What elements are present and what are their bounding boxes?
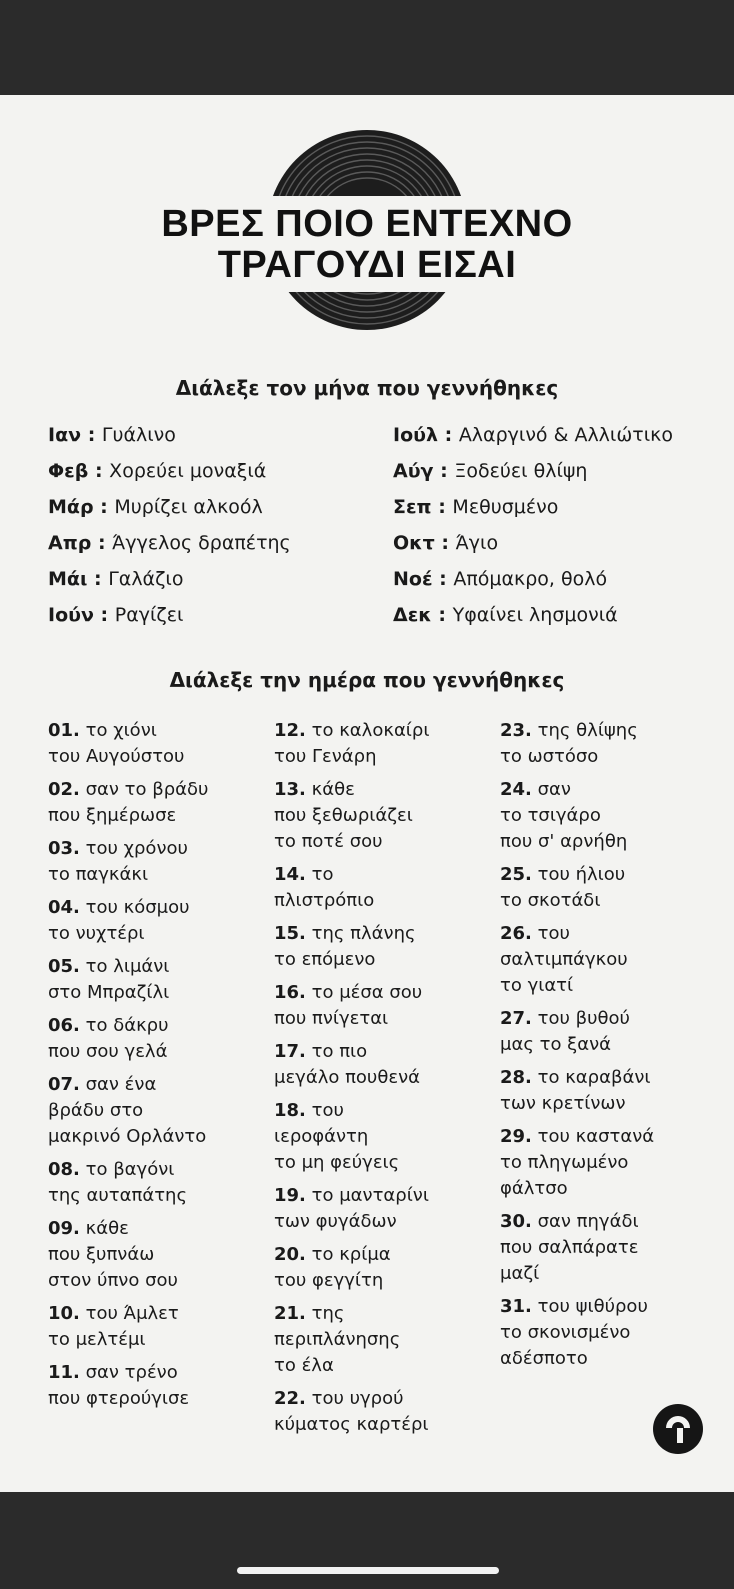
day-number: 30. bbox=[500, 1211, 532, 1232]
day-phrase-line: του bbox=[537, 923, 570, 944]
day-phrase-line: που σαλπάρατε bbox=[500, 1237, 639, 1258]
day-item bbox=[274, 921, 484, 973]
day-item bbox=[274, 1242, 484, 1294]
day-phrase-line: το ποτέ σου bbox=[274, 831, 383, 852]
month-word: Χορεύει μοναξιά bbox=[109, 460, 267, 482]
day-phrase-line: κάθε bbox=[85, 1218, 129, 1239]
day-phrase-line: στο Μπραζίλι bbox=[48, 982, 170, 1003]
day-item bbox=[500, 1209, 720, 1287]
day-item bbox=[500, 862, 720, 914]
month-abbr: Απρ bbox=[48, 532, 92, 554]
day-item bbox=[500, 1006, 720, 1058]
day-phrase-line: του φεγγίτη bbox=[274, 1270, 384, 1291]
day-item bbox=[500, 777, 720, 855]
day-phrase-line: σαν ένα bbox=[85, 1074, 157, 1095]
day-phrase-line: του ψιθύρου bbox=[537, 1296, 648, 1317]
day-phrase-line: που ξεθωριάζει bbox=[274, 805, 413, 826]
brand-logo-icon bbox=[653, 1404, 703, 1454]
day-phrase-line: το νυχτέρι bbox=[48, 923, 145, 944]
day-number: 26. bbox=[500, 923, 532, 944]
day-phrase-line: που φτερούγισε bbox=[48, 1388, 190, 1409]
month-abbr: Ιαν bbox=[48, 424, 82, 446]
day-number: 02. bbox=[48, 779, 80, 800]
day-number: 22. bbox=[274, 1388, 306, 1409]
day-phrase-line: της αυταπάτης bbox=[48, 1185, 188, 1206]
day-heading: Διάλεξε την ημέρα που γεννήθηκες bbox=[169, 668, 565, 692]
day-number: 20. bbox=[274, 1244, 306, 1265]
month-abbr: Μάι bbox=[48, 568, 88, 590]
day-phrase-line: το καλοκαίρι bbox=[311, 720, 430, 741]
day-phrase-line: το τσιγάρο bbox=[500, 805, 601, 826]
day-phrase-line: το ωστόσο bbox=[500, 746, 599, 767]
day-phrase-line: που ξυπνάω bbox=[48, 1244, 155, 1265]
day-phrase-line: του βυθού bbox=[537, 1008, 630, 1029]
day-item bbox=[274, 1098, 484, 1176]
day-phrase-line: σαλτιμπάγκου bbox=[500, 949, 628, 970]
day-number: 09. bbox=[48, 1218, 80, 1239]
day-item bbox=[500, 1294, 720, 1372]
day-column-1 bbox=[48, 718, 258, 1419]
day-phrase-line: της θλίψης bbox=[537, 720, 638, 741]
day-number: 10. bbox=[48, 1303, 80, 1324]
day-phrase-line: του Γενάρη bbox=[274, 746, 377, 767]
day-number: 12. bbox=[274, 720, 306, 741]
day-phrase-line: το χιόνι bbox=[85, 720, 157, 741]
day-phrase-line: το έλα bbox=[274, 1355, 334, 1376]
day-item bbox=[274, 718, 484, 770]
day-item bbox=[274, 980, 484, 1032]
day-phrase-line: σαν πηγάδι bbox=[537, 1211, 639, 1232]
month-abbr: Σεπ bbox=[393, 496, 432, 518]
day-phrase-line: που σου γελά bbox=[48, 1041, 168, 1062]
month-abbr: Δεκ bbox=[393, 604, 432, 626]
month-word: Αλαργινό & Αλλιώτικο bbox=[458, 424, 673, 446]
day-column-2 bbox=[274, 718, 484, 1445]
day-phrase-line: σαν το βράδυ bbox=[85, 779, 209, 800]
day-phrase-line: της bbox=[311, 1303, 345, 1324]
day-number: 17. bbox=[274, 1041, 306, 1062]
month-word: Μεθυσμένο bbox=[452, 496, 559, 518]
day-number: 15. bbox=[274, 923, 306, 944]
day-item bbox=[274, 1183, 484, 1235]
month-abbr: Φεβ bbox=[48, 460, 89, 482]
bottom-bar bbox=[0, 1492, 734, 1589]
day-item bbox=[274, 862, 484, 914]
month-abbr: Μάρ bbox=[48, 496, 94, 518]
month-abbr: Ιούλ bbox=[393, 424, 438, 446]
day-phrase-line: που σ' αρνήθη bbox=[500, 831, 628, 852]
month-row: Σεπ : Μεθυσμένο bbox=[393, 496, 559, 518]
month-word: Γυάλινο bbox=[101, 424, 176, 446]
month-abbr: Νοέ bbox=[393, 568, 433, 590]
day-phrase-line: το σκοτάδι bbox=[500, 890, 601, 911]
day-phrase-line: σαν bbox=[537, 779, 571, 800]
day-number: 06. bbox=[48, 1015, 80, 1036]
month-word: Άγιο bbox=[455, 532, 499, 554]
day-number: 21. bbox=[274, 1303, 306, 1324]
day-phrase-line: του καστανά bbox=[537, 1126, 655, 1147]
day-item bbox=[48, 836, 258, 888]
month-word: Μυρίζει αλκοόλ bbox=[114, 496, 263, 518]
day-phrase-line: μας το ξανά bbox=[500, 1034, 611, 1055]
month-row: Απρ : Άγγελος δραπέτης bbox=[48, 532, 291, 554]
month-abbr: Αύγ bbox=[393, 460, 434, 482]
home-indicator[interactable] bbox=[237, 1567, 499, 1574]
day-phrase-line: μακρινό Ορλάντο bbox=[48, 1126, 207, 1147]
day-phrase-line: το γιατί bbox=[500, 975, 574, 996]
day-phrase-line: της πλάνης bbox=[311, 923, 416, 944]
day-phrase-line: σαν τρένο bbox=[85, 1362, 178, 1383]
day-number: 28. bbox=[500, 1067, 532, 1088]
page-title-line-1: ΒΡΕΣ ΠΟΙΟ ΕΝΤΕΧΝΟ bbox=[161, 203, 573, 245]
day-phrase-line: στον ύπνο σου bbox=[48, 1270, 178, 1291]
day-item bbox=[48, 1072, 258, 1150]
day-phrase-line: κύματος καρτέρι bbox=[274, 1414, 429, 1435]
day-number: 11. bbox=[48, 1362, 80, 1383]
day-number: 14. bbox=[274, 864, 306, 885]
day-phrase-line: των φυγάδων bbox=[274, 1211, 397, 1232]
day-item bbox=[48, 1301, 258, 1353]
day-phrase-line: το μέσα σου bbox=[311, 982, 423, 1003]
day-number: 05. bbox=[48, 956, 80, 977]
day-phrase-line: το καραβάνι bbox=[537, 1067, 651, 1088]
day-phrase-line: το μη φεύγεις bbox=[274, 1152, 400, 1173]
day-phrase-line: το bbox=[311, 864, 334, 885]
day-item bbox=[274, 777, 484, 855]
day-phrase-line: βράδυ στο bbox=[48, 1100, 144, 1121]
month-row: Μάι : Γαλάζιο bbox=[48, 568, 184, 590]
day-phrase-line: ιεροφάντη bbox=[274, 1126, 369, 1147]
day-phrase-line: που ξημέρωσε bbox=[48, 805, 177, 826]
month-abbr: Ιούν bbox=[48, 604, 94, 626]
month-row: Δεκ : Υφαίνει λησμονιά bbox=[393, 604, 618, 626]
month-row: Μάρ : Μυρίζει αλκοόλ bbox=[48, 496, 263, 518]
day-phrase-line: το πιο bbox=[311, 1041, 368, 1062]
month-row: Νοέ : Απόμακρο, θολό bbox=[393, 568, 608, 590]
day-phrase-line: του Άμλετ bbox=[85, 1303, 179, 1324]
day-phrase-line: το μανταρίνι bbox=[311, 1185, 429, 1206]
day-item bbox=[48, 718, 258, 770]
month-row: Φεβ : Χορεύει μοναξιά bbox=[48, 460, 267, 482]
month-row: Ιαν : Γυάλινο bbox=[48, 424, 176, 446]
day-column-3 bbox=[500, 718, 720, 1379]
day-item bbox=[48, 1013, 258, 1065]
month-word: Ραγίζει bbox=[114, 604, 184, 626]
month-abbr: Οκτ bbox=[393, 532, 435, 554]
month-column-left bbox=[48, 424, 291, 640]
day-phrase-line: φάλτσο bbox=[500, 1178, 568, 1199]
day-item bbox=[274, 1386, 484, 1438]
day-number: 24. bbox=[500, 779, 532, 800]
day-phrase-line: του Αυγούστου bbox=[48, 746, 185, 767]
day-phrase-line: το παγκάκι bbox=[48, 864, 149, 885]
day-number: 25. bbox=[500, 864, 532, 885]
day-phrase-line: το πληγωμένο bbox=[500, 1152, 629, 1173]
day-phrase-line: αδέσποτο bbox=[500, 1348, 588, 1369]
day-phrase-line: το δάκρυ bbox=[85, 1015, 169, 1036]
day-phrase-line: πλιστρόπιο bbox=[274, 890, 375, 911]
month-row: Οκτ : Άγιο bbox=[393, 532, 499, 554]
day-phrase-line: το βαγόνι bbox=[85, 1159, 175, 1180]
day-number: 29. bbox=[500, 1126, 532, 1147]
day-item bbox=[48, 954, 258, 1006]
day-number: 18. bbox=[274, 1100, 306, 1121]
month-row: Ιούν : Ραγίζει bbox=[48, 604, 184, 626]
day-phrase-line: του bbox=[311, 1100, 344, 1121]
day-number: 08. bbox=[48, 1159, 80, 1180]
day-phrase-line: μεγάλο πουθενά bbox=[274, 1067, 421, 1088]
day-number: 03. bbox=[48, 838, 80, 859]
day-phrase-line: που πνίγεται bbox=[274, 1008, 389, 1029]
day-number: 27. bbox=[500, 1008, 532, 1029]
page-title-line-2: ΤΡΑΓΟΥΔΙ ΕΙΣΑΙ bbox=[217, 244, 517, 286]
day-phrase-line: το σκονισμένο bbox=[500, 1322, 631, 1343]
day-phrase-line: το μελτέμι bbox=[48, 1329, 146, 1350]
month-row: Αύγ : Ξοδεύει θλίψη bbox=[393, 460, 588, 482]
month-word: Άγγελος δραπέτης bbox=[112, 532, 291, 554]
day-phrase-line: του χρόνου bbox=[85, 838, 188, 859]
day-item bbox=[274, 1301, 484, 1379]
day-number: 16. bbox=[274, 982, 306, 1003]
day-number: 31. bbox=[500, 1296, 532, 1317]
day-item bbox=[48, 1157, 258, 1209]
day-item bbox=[48, 895, 258, 947]
day-phrase-line: του κόσμου bbox=[85, 897, 190, 918]
day-item bbox=[48, 1360, 258, 1412]
month-heading: Διάλεξε τον μήνα που γεννήθηκες bbox=[175, 376, 559, 400]
day-number: 07. bbox=[48, 1074, 80, 1095]
month-word: Γαλάζιο bbox=[108, 568, 184, 590]
day-phrase-line: το λιμάνι bbox=[85, 956, 170, 977]
day-phrase-line: μαζί bbox=[500, 1263, 540, 1284]
day-item bbox=[500, 1065, 720, 1117]
day-number: 04. bbox=[48, 897, 80, 918]
month-word: Ξοδεύει θλίψη bbox=[454, 460, 588, 482]
day-phrase-line: το κρίμα bbox=[311, 1244, 391, 1265]
day-phrase-line: κάθε bbox=[311, 779, 355, 800]
day-phrase-line: περιπλάνησης bbox=[274, 1329, 401, 1350]
month-word: Απόμακρο, θολό bbox=[453, 568, 608, 590]
day-number: 01. bbox=[48, 720, 80, 741]
day-item bbox=[500, 1124, 720, 1202]
status-bar bbox=[0, 0, 734, 95]
month-column-right bbox=[393, 424, 673, 640]
day-phrase-line: των κρετίνων bbox=[500, 1093, 626, 1114]
day-number: 23. bbox=[500, 720, 532, 741]
day-number: 13. bbox=[274, 779, 306, 800]
day-item bbox=[274, 1039, 484, 1091]
day-phrase-line: το επόμενο bbox=[274, 949, 376, 970]
day-item bbox=[48, 1216, 258, 1294]
day-phrase-line: του ήλιου bbox=[537, 864, 626, 885]
month-word: Υφαίνει λησμονιά bbox=[452, 604, 618, 626]
day-item bbox=[48, 777, 258, 829]
day-item bbox=[500, 921, 720, 999]
day-item bbox=[500, 718, 720, 770]
day-number: 19. bbox=[274, 1185, 306, 1206]
day-phrase-line: του υγρού bbox=[311, 1388, 404, 1409]
month-row: Ιούλ : Αλαργινό & Αλλιώτικο bbox=[393, 424, 673, 446]
